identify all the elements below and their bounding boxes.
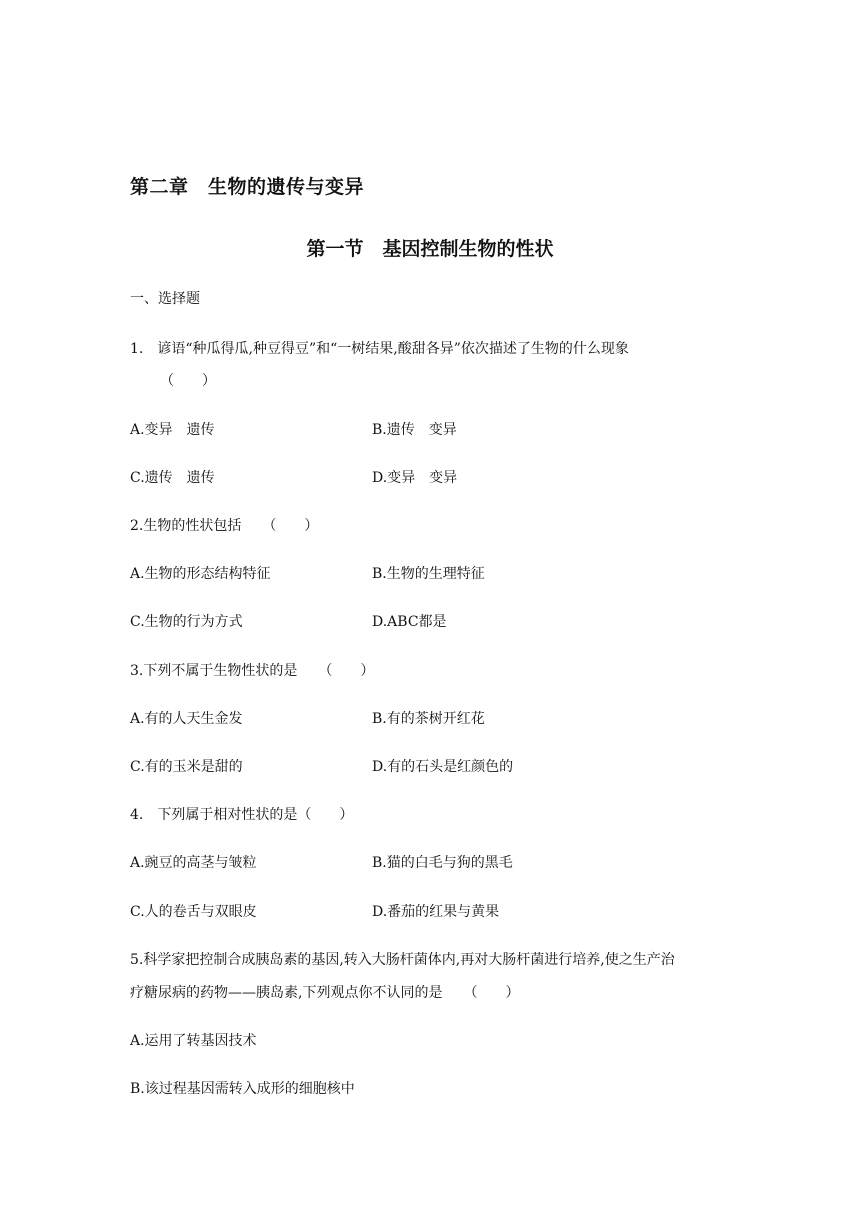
question-4-option-a: A.豌豆的高茎与皱粒 — [130, 855, 257, 871]
question-2-option-d: D.ABC都是 — [372, 614, 447, 630]
question-3-option-c: C.有的玉米是甜的 — [130, 759, 243, 775]
question-5-stem: 5.科学家把控制合成胰岛素的基因,转入大肠杆菌体内,再对大肠杆菌进行培养,使之生产治 — [130, 952, 675, 968]
section-title: 第一节 基因控制生物的性状 — [306, 238, 554, 260]
question-1-stem: 1. 谚语“种瓜得瓜,种豆得豆”和“一树结果,酸甜各异”依次描述了生物的什么现象 — [130, 341, 629, 357]
question-1-option-a: A.变异 遗传 — [130, 422, 215, 438]
part-heading: 一、选择题 — [130, 291, 200, 307]
question-3-option-a: A.有的人天生金发 — [130, 711, 243, 727]
question-2-option-b: B.生物的生理特征 — [372, 566, 485, 582]
question-1-option-b: B.遗传 变异 — [372, 422, 457, 438]
question-3-stem: 3.下列不属于生物性状的是 （ ） — [130, 663, 375, 679]
question-1-option-c: C.遗传 遗传 — [130, 470, 215, 486]
question-1-option-d: D.变异 变异 — [372, 470, 458, 486]
question-5-option-b: B.该过程基因需转入成形的细胞核中 — [130, 1081, 355, 1097]
question-3-option-b: B.有的茶树开红花 — [372, 711, 485, 727]
question-1-answer-blank: （ ） — [160, 373, 216, 389]
question-4-option-d: D.番茄的红果与黄果 — [372, 904, 500, 920]
chapter-title: 第二章 生物的遗传与变异 — [130, 176, 365, 198]
question-4-option-b: B.猫的白毛与狗的黑毛 — [372, 855, 513, 871]
question-2-option-c: C.生物的行为方式 — [130, 614, 243, 630]
question-2-stem: 2.生物的性状包括 （ ） — [130, 518, 319, 534]
question-5-option-a: A.运用了转基因技术 — [130, 1033, 257, 1049]
question-2-option-a: A.生物的形态结构特征 — [130, 566, 271, 582]
question-4-stem: 4. 下列属于相对性状的是（ ） — [130, 807, 354, 823]
question-5-stem-continued: 疗糖尿病的药物——胰岛素,下列观点你不认同的是 （ ） — [130, 985, 520, 1001]
question-4-option-c: C.人的卷舌与双眼皮 — [130, 904, 257, 920]
question-3-option-d: D.有的石头是红颜色的 — [372, 759, 514, 775]
